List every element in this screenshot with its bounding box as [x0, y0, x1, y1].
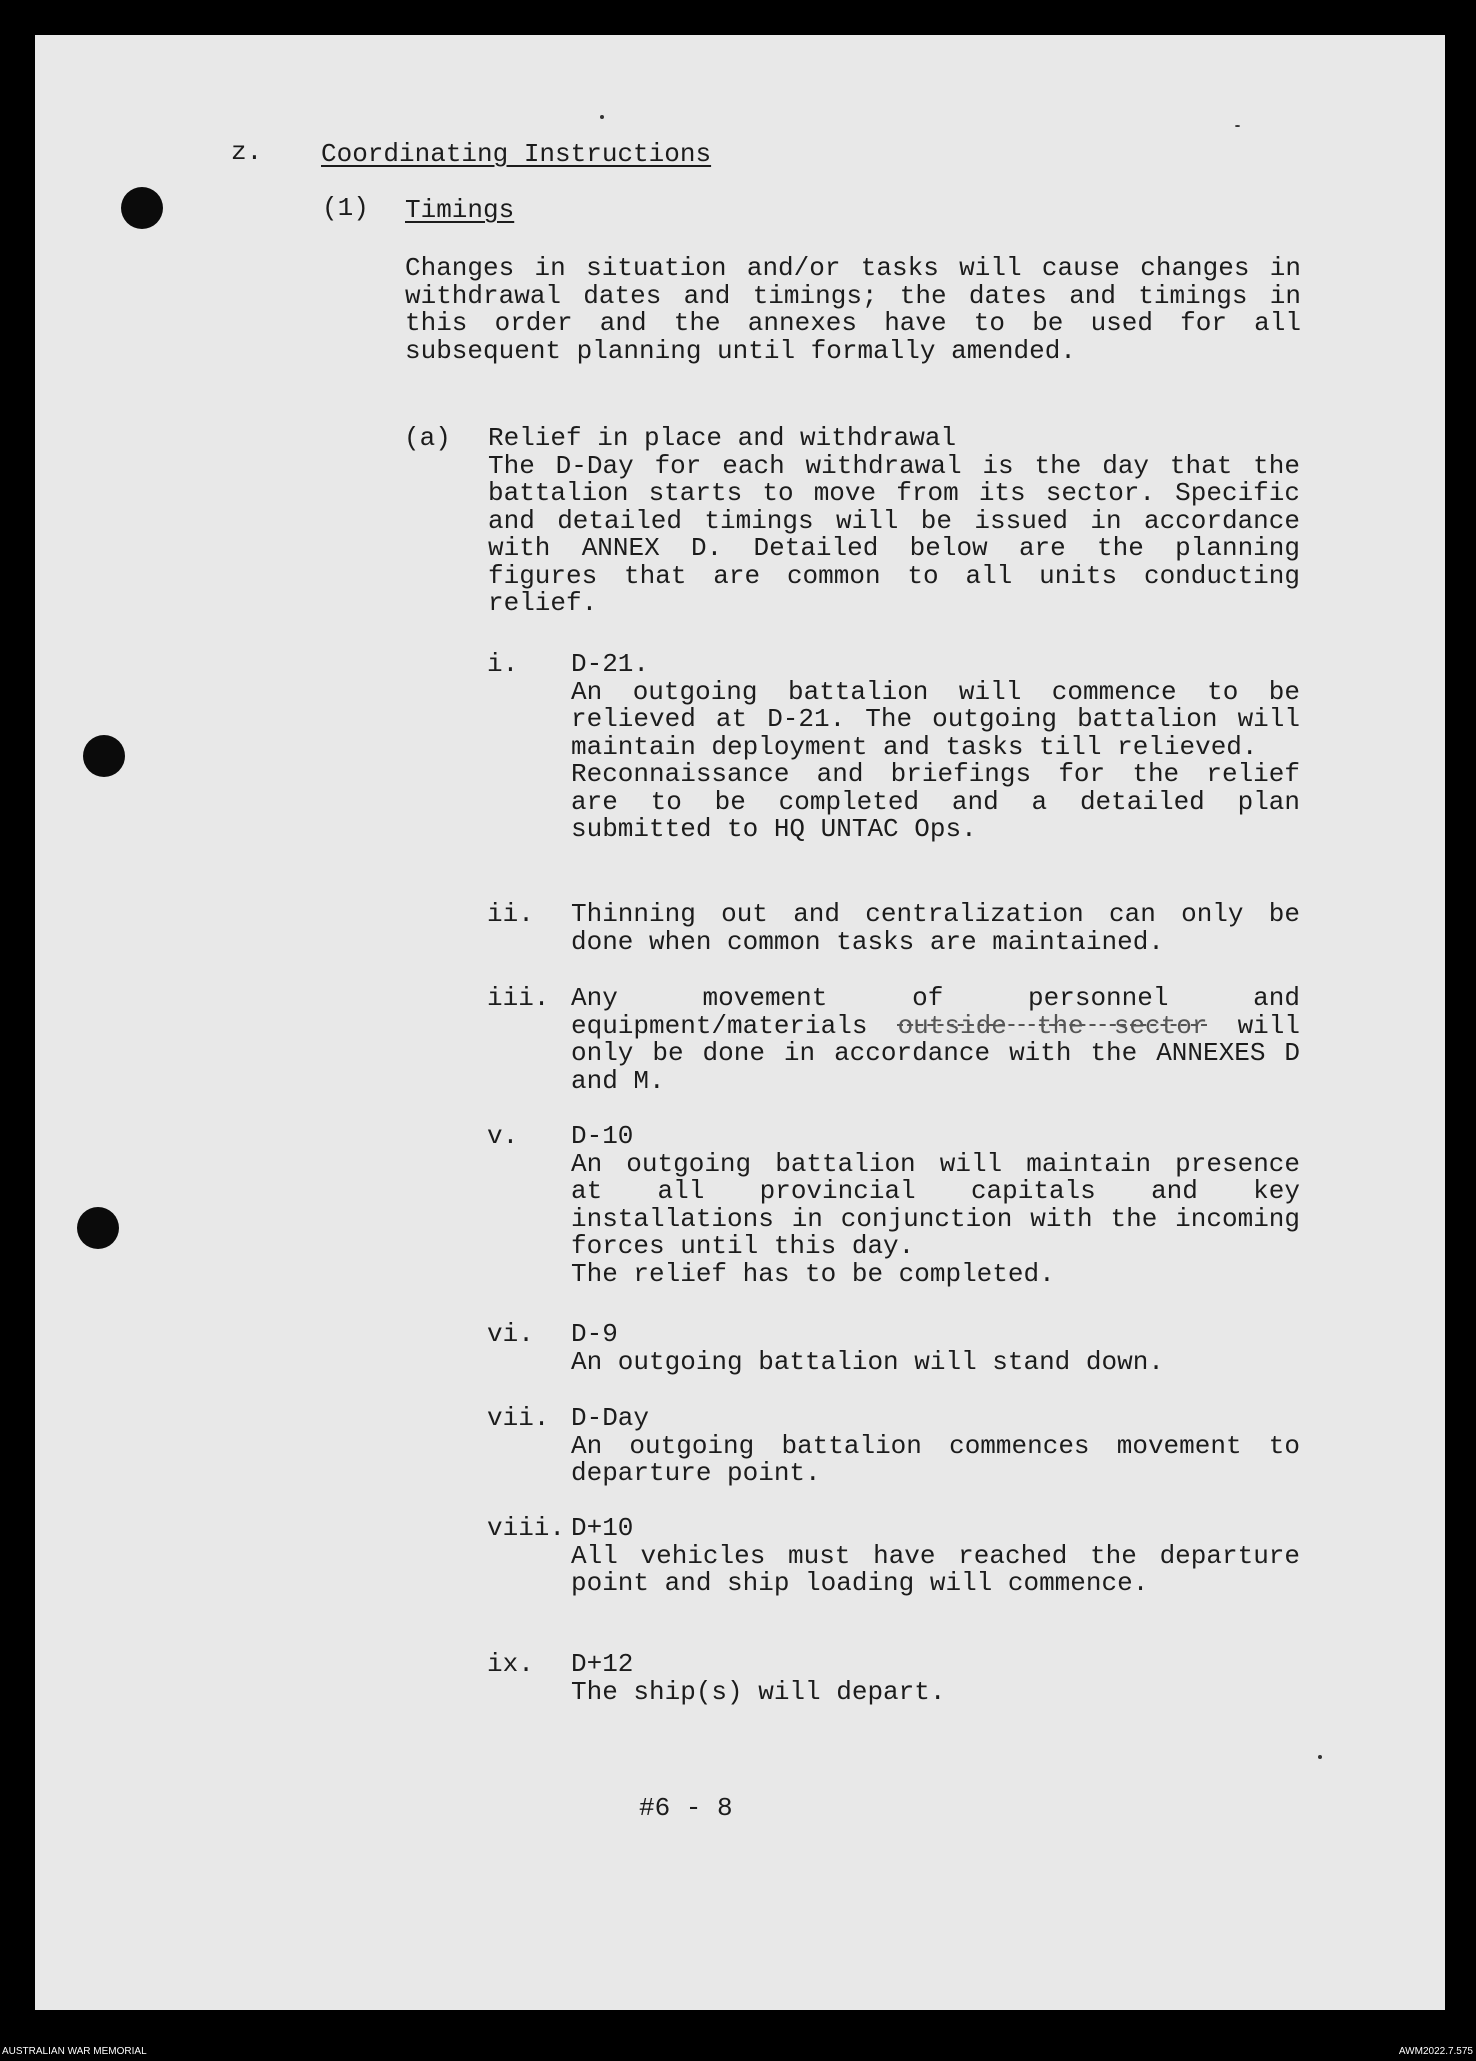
intro-paragraph: Changes in situation and/or tasks will cause changes in withdrawal dates and timings; the dates and timings in this order and the annexes have to be used for all subsequent planning until formally amended. [405, 253, 1301, 366]
subitem-iii [487, 983, 1300, 1096]
subitem-iii-body-post: will only be done in accordance with the ANNEXES D and M. [571, 1010, 1300, 1096]
subitem-viii-body: All vehicles must have reached the departure point and ship loading will commence. [571, 1540, 1300, 1598]
page-number: #6 - 8 [639, 1793, 733, 1823]
subitem-vi-marker: vi. [487, 1319, 534, 1349]
subitem-ii-marker: ii. [487, 899, 534, 929]
subsection-title: Timings [405, 195, 515, 225]
subitem-vi [487, 1319, 1300, 1377]
subitem-i-body: An outgoing battalion will commence to be relieved at D-21. The outgoing battalion will maintain deployment and tasks till relieved. [571, 676, 1300, 762]
subitem-ix-body: The ship(s) will depart. [571, 1676, 946, 1707]
subitem-iii-body [571, 985, 1300, 1095]
subitem-vi-body: An outgoing battalion will stand down. [571, 1346, 1164, 1377]
subitem-v-body2: The relief has to be completed. [571, 1258, 1055, 1289]
scan-speck [1318, 1755, 1322, 1759]
subitem-viii [487, 1513, 1300, 1598]
subitem-v-body: An outgoing battalion will maintain presence at all provincial capitals and key installations in conjunction with the incoming forces until this day. [571, 1148, 1300, 1261]
subitem-ix [487, 1649, 1300, 1707]
subitem-v-marker: v. [487, 1121, 519, 1151]
scan-speck [600, 115, 604, 119]
subitem-i-body2: Reconnaissance and briefings for the relief are to be completed and a detailed plan submitted to HQ UNTAC Ops. [571, 759, 1300, 844]
subitem-i-title: D-21. [571, 649, 650, 679]
subitem-ix-title: D+12 [571, 1649, 634, 1679]
subitem-vii [487, 1403, 1300, 1488]
footer-reference: AWM2022.7.575 [1398, 2046, 1473, 2057]
subsection-number: (1) [322, 193, 369, 223]
punch-hole-middle [83, 735, 125, 777]
subitem-ii-body: Thinning out and centralization can only be done when common tasks are maintained. [571, 899, 1300, 957]
item-a-body: The D-Day for each withdrawal is the day that the battalion starts to move from its sector. Specific and detailed timings will be issued in accordance with ANNEX D. Detailed below are the planning figures that are common to all units conducting relief. [488, 450, 1300, 618]
subitem-i [487, 649, 1300, 844]
subitem-ix-marker: ix. [487, 1649, 534, 1679]
section-title: Coordinating Instructions [321, 139, 712, 169]
subitem-vii-title: D-Day [571, 1403, 650, 1433]
scan-speck [1235, 125, 1240, 127]
subitem-viii-title: D+10 [571, 1513, 634, 1543]
subitem-viii-marker: viii. [487, 1513, 566, 1543]
archive-footer [0, 2044, 1476, 2061]
subitem-vii-marker: vii. [487, 1403, 550, 1433]
subitem-i-marker: i. [487, 649, 519, 679]
subitem-iii-marker: iii. [487, 983, 550, 1013]
subitem-iii-body-pre: Any movement of personnel and equipment/materials [571, 983, 1300, 1041]
item-a-heading: Relief in place and withdrawal [488, 423, 957, 453]
document-page [35, 35, 1445, 2010]
punch-hole-top [121, 187, 163, 229]
subitem-v [487, 1121, 1300, 1289]
subitem-iii-struck-text: outside the sector [897, 1010, 1208, 1041]
subitem-vii-body: An outgoing battalion commences movement to departure point. [571, 1430, 1300, 1488]
item-a-marker: (a) [404, 423, 451, 453]
subitem-v-title: D-10 [571, 1121, 634, 1151]
punch-hole-bottom [77, 1207, 119, 1249]
subitem-ii [487, 899, 1300, 957]
section-letter: z. [231, 137, 263, 167]
item-a [404, 423, 1300, 618]
subitem-vi-title: D-9 [571, 1319, 618, 1349]
footer-institution: AUSTRALIAN WAR MEMORIAL [2, 2046, 147, 2057]
